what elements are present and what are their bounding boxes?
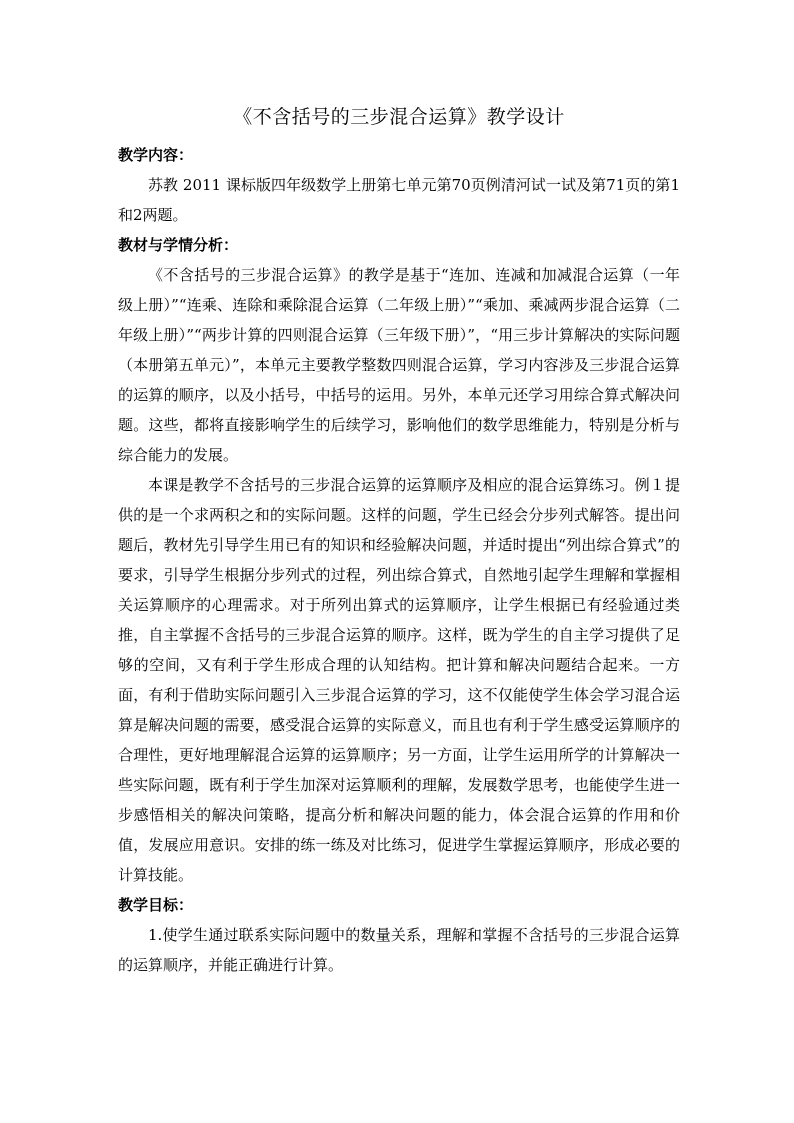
- section-teaching-content: [118, 140, 680, 230]
- paragraph: 苏教 2011 课标版四年级数学上册第七单元第70页例清河试一试及第71页的第1和2两题。: [118, 176, 680, 224]
- section-heading: 教学内容：: [118, 146, 194, 164]
- paragraph: 本课是教学不含括号的三步混合运算的运算顺序及相应的混合运算练习。例１提供的是一个求两积之和的实际问题。这样的问题，学生已经会分步列式解答。提出问题后，教材先引导学生用已有的知识和经验解决问题，并适时提出“列出综合算式”的要求，引导学生根据分步列式的过程，列出综合算式，自然地引起学生理解和掌握相关运算顺序的心理需求。对于所列出算式的运算顺序，让学生根据已有经验通过类推，自主掌握不含括号的三步混合运算的顺序。这样，既为学生的自主学习提供了足够的空间，又有利于学生形成合理的认知结构。把计算和解决问题结合起来。一方面，有利于借助实际问题引入三步混合运算的学习，这不仅能使学生体会学习混合运算是解决问题的需要，感受混合运算的实际意义，而且也有利于学生感受运算顺序的合理性，更好地理解混合运算的运算顺序；另一方面，让学生运用所学的计算解决一些实际问题，既有利于学生加深对运算顺利的理解，发展数学思考，也能使学生进一步感悟相关的解决问策略，提高分析和解决问题的能力，体会混合运算的作用和价值，发展应用意识。安排的练一练及对比练习，促进学生掌握运算顺序，形成必要的计算技能。: [118, 476, 680, 884]
- document-body: [118, 102, 680, 980]
- section-heading: 教材与学情分析：: [118, 236, 239, 254]
- section-material-analysis: [118, 230, 680, 890]
- paragraph: 1.使学生通过联系实际问题中的数量关系，理解和掌握不含括号的三步混合运算的运算顺序，并能正确进行计算。: [118, 926, 680, 974]
- section-heading: 教学目标：: [118, 896, 194, 914]
- document-title: 《不含括号的三步混合运算》教学设计: [233, 106, 565, 128]
- section-teaching-goals: [118, 890, 680, 980]
- paragraph: 《不含括号的三步混合运算》的教学是基于“连加、连减和加减混合运算（一年级上册）”“连乘、连除和乘除混合运算（二年级上册）”“乘加、乘减两步混合运算（二年级上册）”“两步计算的四则混合运算（三年级下册）”，“用三步计算解决的实际问题（本册第五单元）”，本单元主要教学整数四则混合运算，学习内容涉及三步混合运算的运算的顺序，以及小括号，中括号的运用。另外，本单元还学习用综合算式解决问题。这些，都将直接影响学生的后续学习，影响他们的数学思维能力，特别是分析与综合能力的发展。: [118, 266, 680, 464]
